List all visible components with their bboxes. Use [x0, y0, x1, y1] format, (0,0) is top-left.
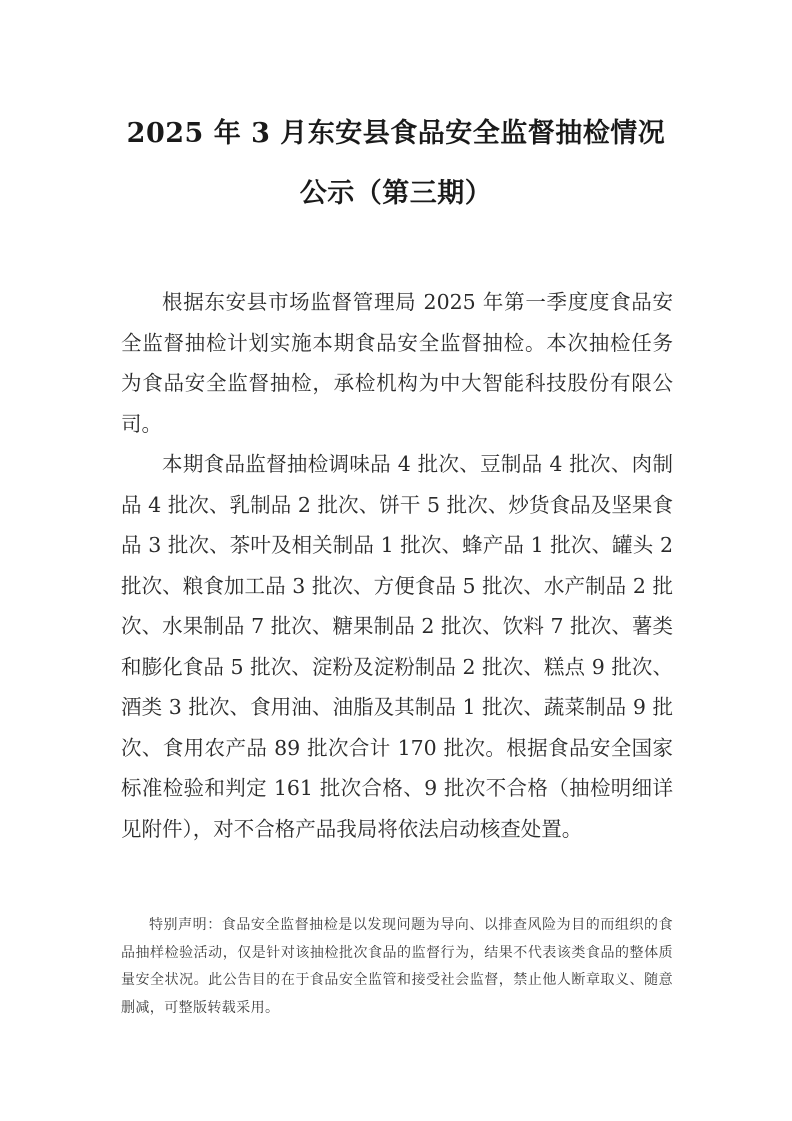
- document-body: [121, 282, 673, 849]
- special-notice: 特别声明：食品安全监督抽检是以发现问题为导向、以排查风险为目的而组织的食品抽样检验活动，仅是针对该抽检批次食品的监督行为，结果不代表该类食品的整体质量安全状况。此公告目的在于食品安全监管和接受社会监督，禁止他人断章取义、随意删减，可整版转载采用。: [121, 917, 673, 1016]
- document-title: [110, 104, 682, 224]
- paragraph-results: 本期食品监督抽检调味品 4 批次、豆制品 4 批次、肉制品 4 批次、乳制品 2 批次、饼干 5 批次、炒货食品及坚果食品 3 批次、茶叶及相关制品 1 批次、蜂产品 1 批次、罐头 2 批次、粮食加工品 3 批次、方便食品 5 批次、水产制品 2 批次、水果制品 7 批次、糖果制品 2 批次、饮料 7 批次、薯类和膨化食品 5 批次、淀粉及淀粉制品 2 批次、糕点 9 批次、酒类 3 批次、食用油、油脂及其制品 1 批次、蔬菜制品 9 批次、食用农产品 89 批次合计 170 批次。根据食品安全国家标准检验和判定 161 批次合格、9 批次不合格（抽检明细详见附件），对不合格产品我局将依法启动核查处置。: [121, 452, 673, 841]
- title-line-2: 公示（第三期）: [299, 178, 493, 209]
- paragraph-intro: 根据东安县市场监督管理局 2025 年第一季度度食品安全监督抽检计划实施本期食品安全监督抽检。本次抽检任务为食品安全监督抽检，承检机构为中大智能科技股份有限公司。: [121, 290, 673, 436]
- title-line-1: 2025 年 3 月东安县食品安全监督抽检情况: [126, 118, 666, 149]
